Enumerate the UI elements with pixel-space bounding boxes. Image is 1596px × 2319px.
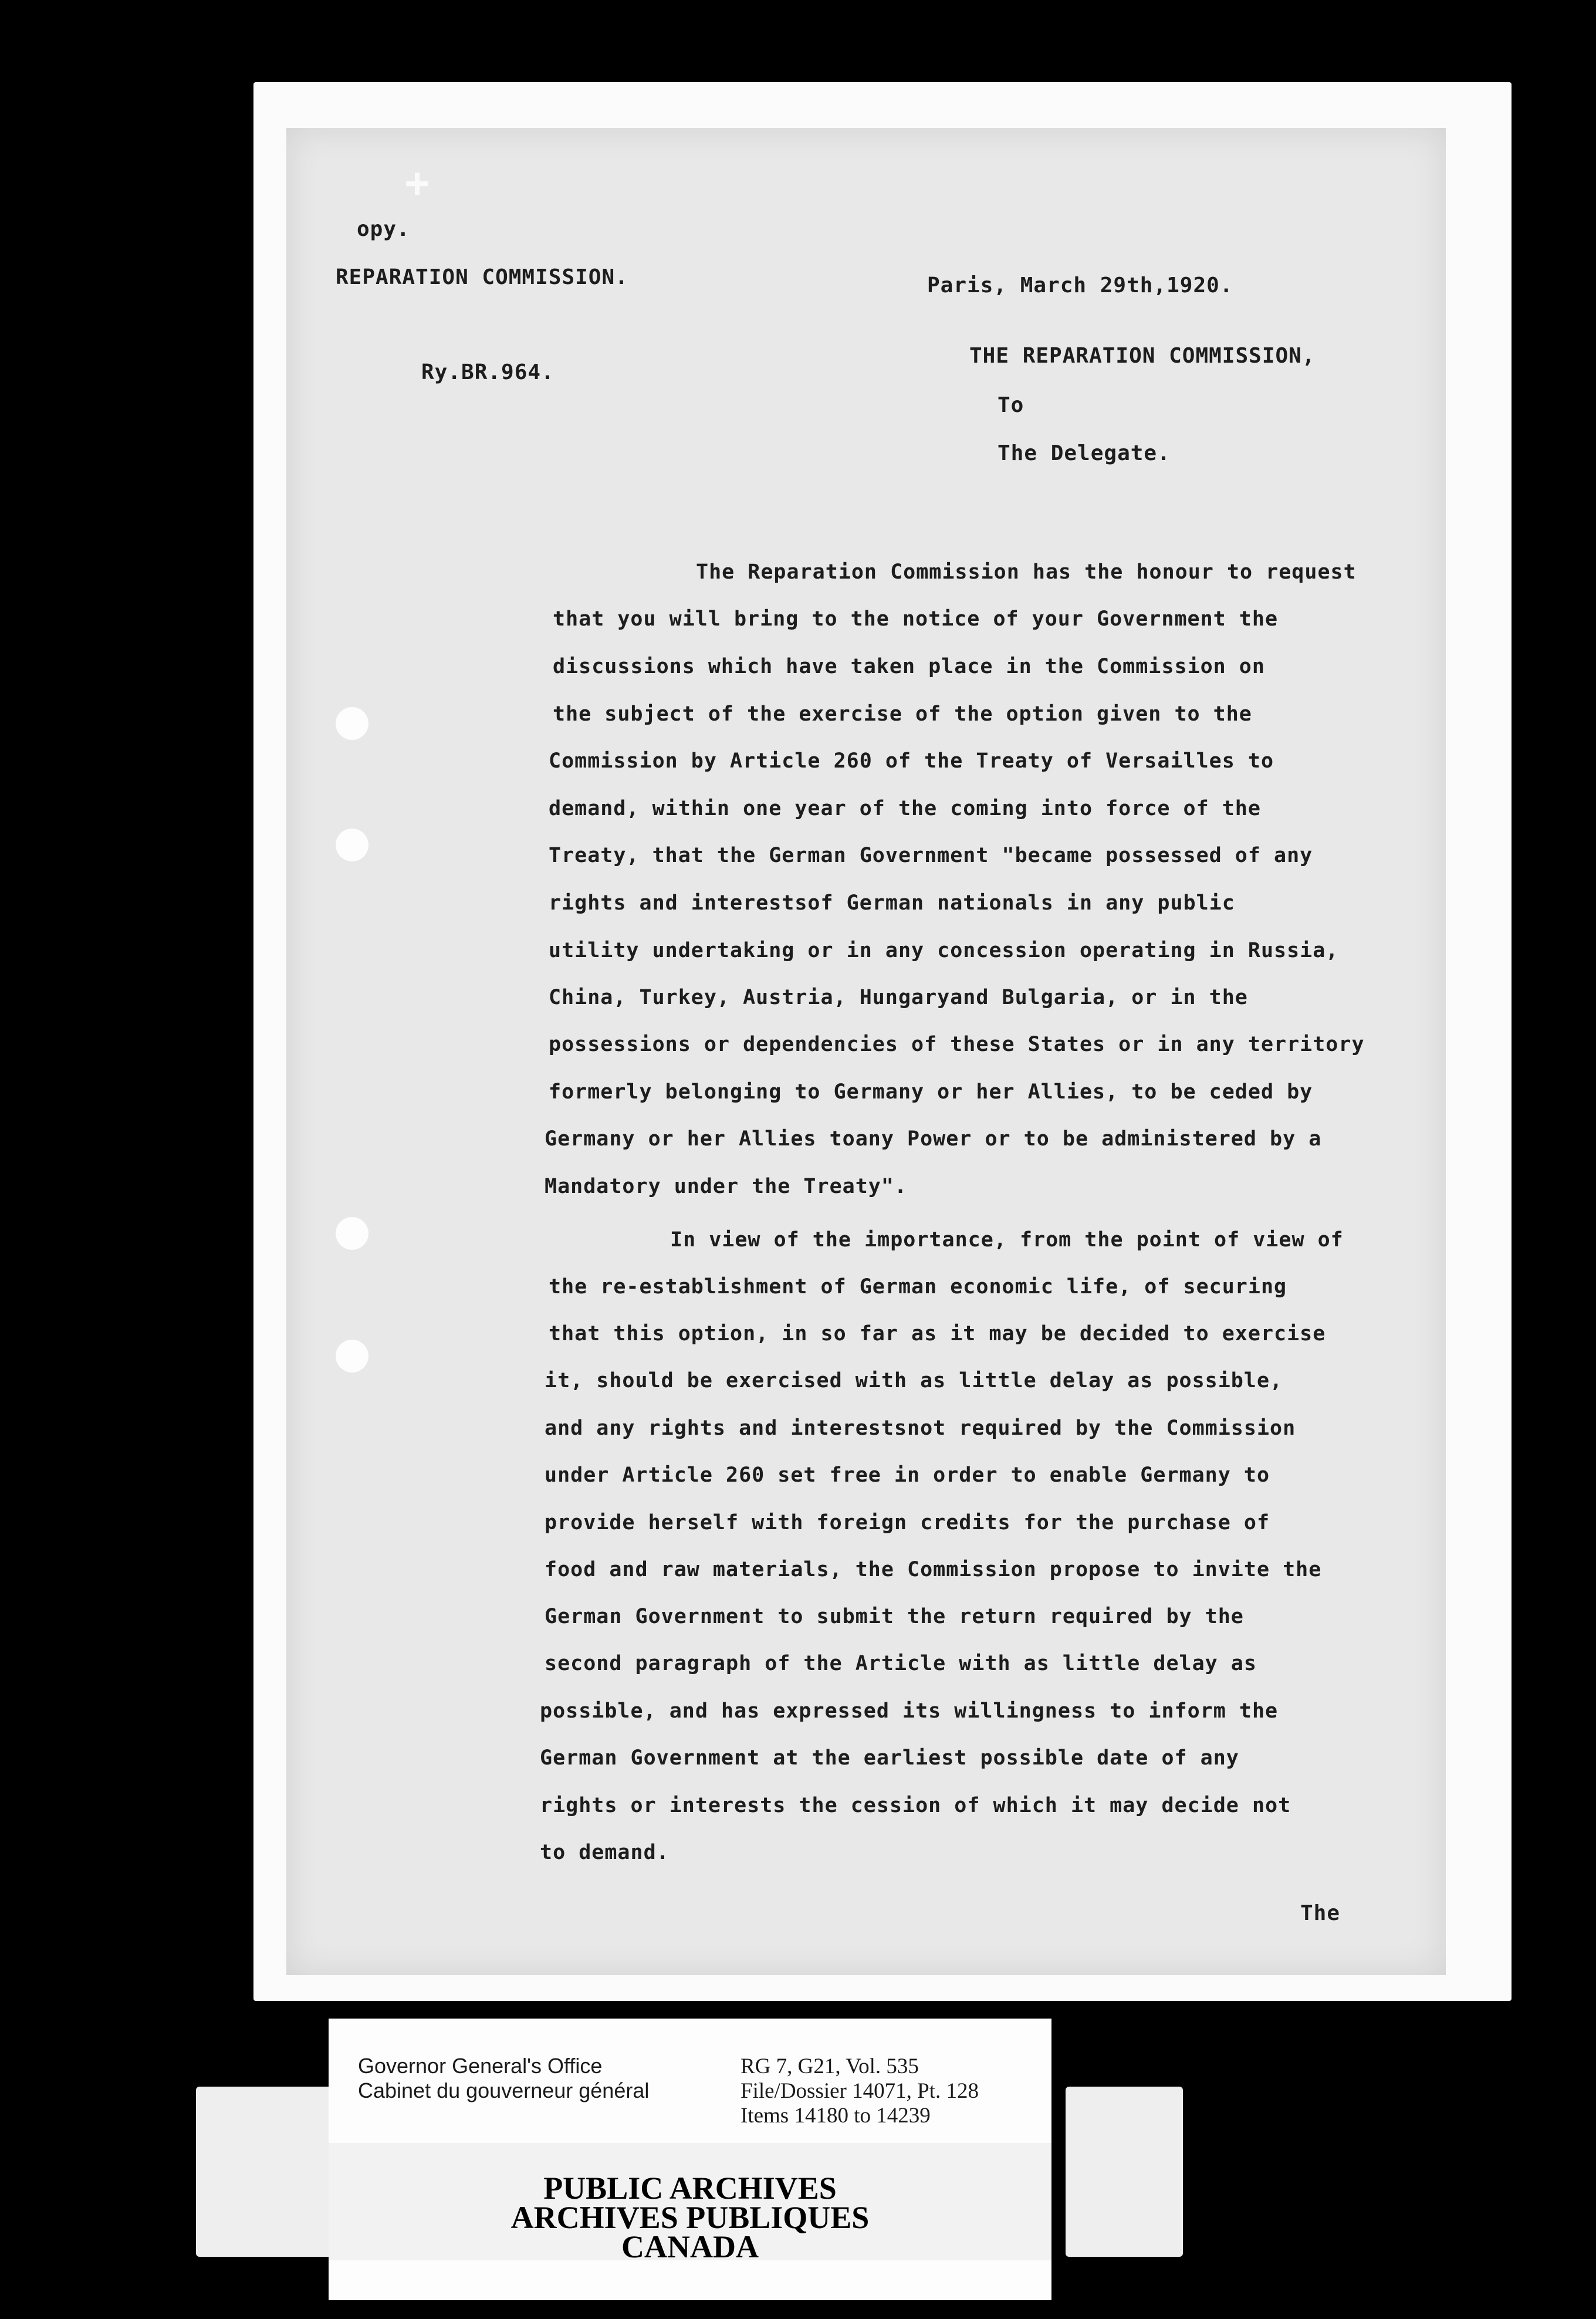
stamp-line-3: CANADA — [621, 2229, 759, 2264]
file-dossier: File/Dossier 14071, Pt. 128 — [740, 2079, 979, 2103]
body-line: and any rights and interestsnot required by the Commission — [545, 1417, 1296, 1440]
body-line: discussions which have taken place in the Commission on — [553, 655, 1265, 678]
stamp-line-2: ARCHIVES PUBLIQUES — [510, 2200, 870, 2235]
body-line: Germany or her Allies toany Power or to be administered by a — [545, 1127, 1322, 1151]
office-french: Cabinet du gouverneur général — [358, 2078, 650, 2102]
address-from: THE REPARATION COMMISSION, — [969, 344, 1316, 368]
body-line: Mandatory under the Treaty". — [545, 1175, 908, 1198]
body-line: the subject of the exercise of the option given to the — [553, 702, 1252, 726]
body-line: utility undertaking or in any concession operating in Russia, — [549, 939, 1339, 962]
body-line: second paragraph of the Article with as little delay as — [545, 1652, 1257, 1675]
body-line: provide herself with foreign credits for the purchase of — [545, 1511, 1270, 1534]
address-recipient: The Delegate. — [998, 441, 1171, 465]
body-line: China, Turkey, Austria, Hungaryand Bulgaria, or in the — [549, 986, 1248, 1009]
punch-hole — [336, 707, 368, 740]
body-line: Commission by Article 260 of the Treaty of Versailles to — [549, 749, 1274, 773]
punch-hole — [336, 1340, 368, 1373]
body-line: that you will bring to the notice of your Government the — [553, 607, 1279, 631]
mount-tab-right — [1066, 2087, 1183, 2257]
body-line: under Article 260 set free in order to enable Germany to — [545, 1463, 1270, 1487]
body-line: The Reparation Commission has the honour to request — [696, 560, 1357, 584]
catchword: The — [1300, 1901, 1341, 1925]
office-english: Governor General's Office — [358, 2054, 603, 2078]
punch-hole — [336, 1217, 368, 1250]
body-line: demand, within one year of the coming into force of the — [549, 797, 1261, 820]
body-line: that this option, in so far as it may be decided to exercise — [549, 1322, 1326, 1346]
scratch-mark: + — [405, 158, 430, 207]
body-line: rights or interests the cession of which it may decide not — [540, 1794, 1291, 1817]
organization-heading: REPARATION COMMISSION. — [336, 265, 628, 289]
body-line: rights and interestsof German nationals in any public — [549, 891, 1235, 915]
body-line: Treaty, that the German Government "became possessed of any — [549, 844, 1313, 867]
letter-date: Paris, March 29th,1920. — [927, 273, 1233, 298]
body-line: to demand. — [540, 1841, 669, 1864]
record-group: RG 7, G21, Vol. 535 — [740, 2054, 919, 2078]
body-line: German Government to submit the return required by the — [545, 1605, 1244, 1628]
reference-number: Ry.BR.964. — [421, 360, 554, 384]
body-line: food and raw materials, the Commission propose to invite the — [545, 1558, 1322, 1581]
address-to: To — [998, 393, 1024, 417]
body-line: the re-establishment of German economic life, of securing — [549, 1275, 1287, 1299]
body-line: possible, and has expressed its willingness to inform the — [540, 1699, 1279, 1723]
stamp-line-1: PUBLIC ARCHIVES — [543, 2171, 837, 2206]
body-line: In view of the importance, from the point of view of — [670, 1228, 1344, 1252]
corner-fragment: opy. — [357, 217, 410, 241]
punch-hole — [336, 829, 368, 861]
body-line: it, should be exercised with as little delay as possible, — [545, 1369, 1283, 1392]
body-line: possessions or dependencies of these States or in any territory — [549, 1033, 1365, 1056]
body-line: formerly belonging to Germany or her Allies, to be ceded by — [549, 1080, 1313, 1104]
items-range: Items 14180 to 14239 — [740, 2104, 931, 2128]
body-line: German Government at the earliest possible date of any — [540, 1746, 1239, 1770]
mount-tab-left — [196, 2087, 349, 2257]
